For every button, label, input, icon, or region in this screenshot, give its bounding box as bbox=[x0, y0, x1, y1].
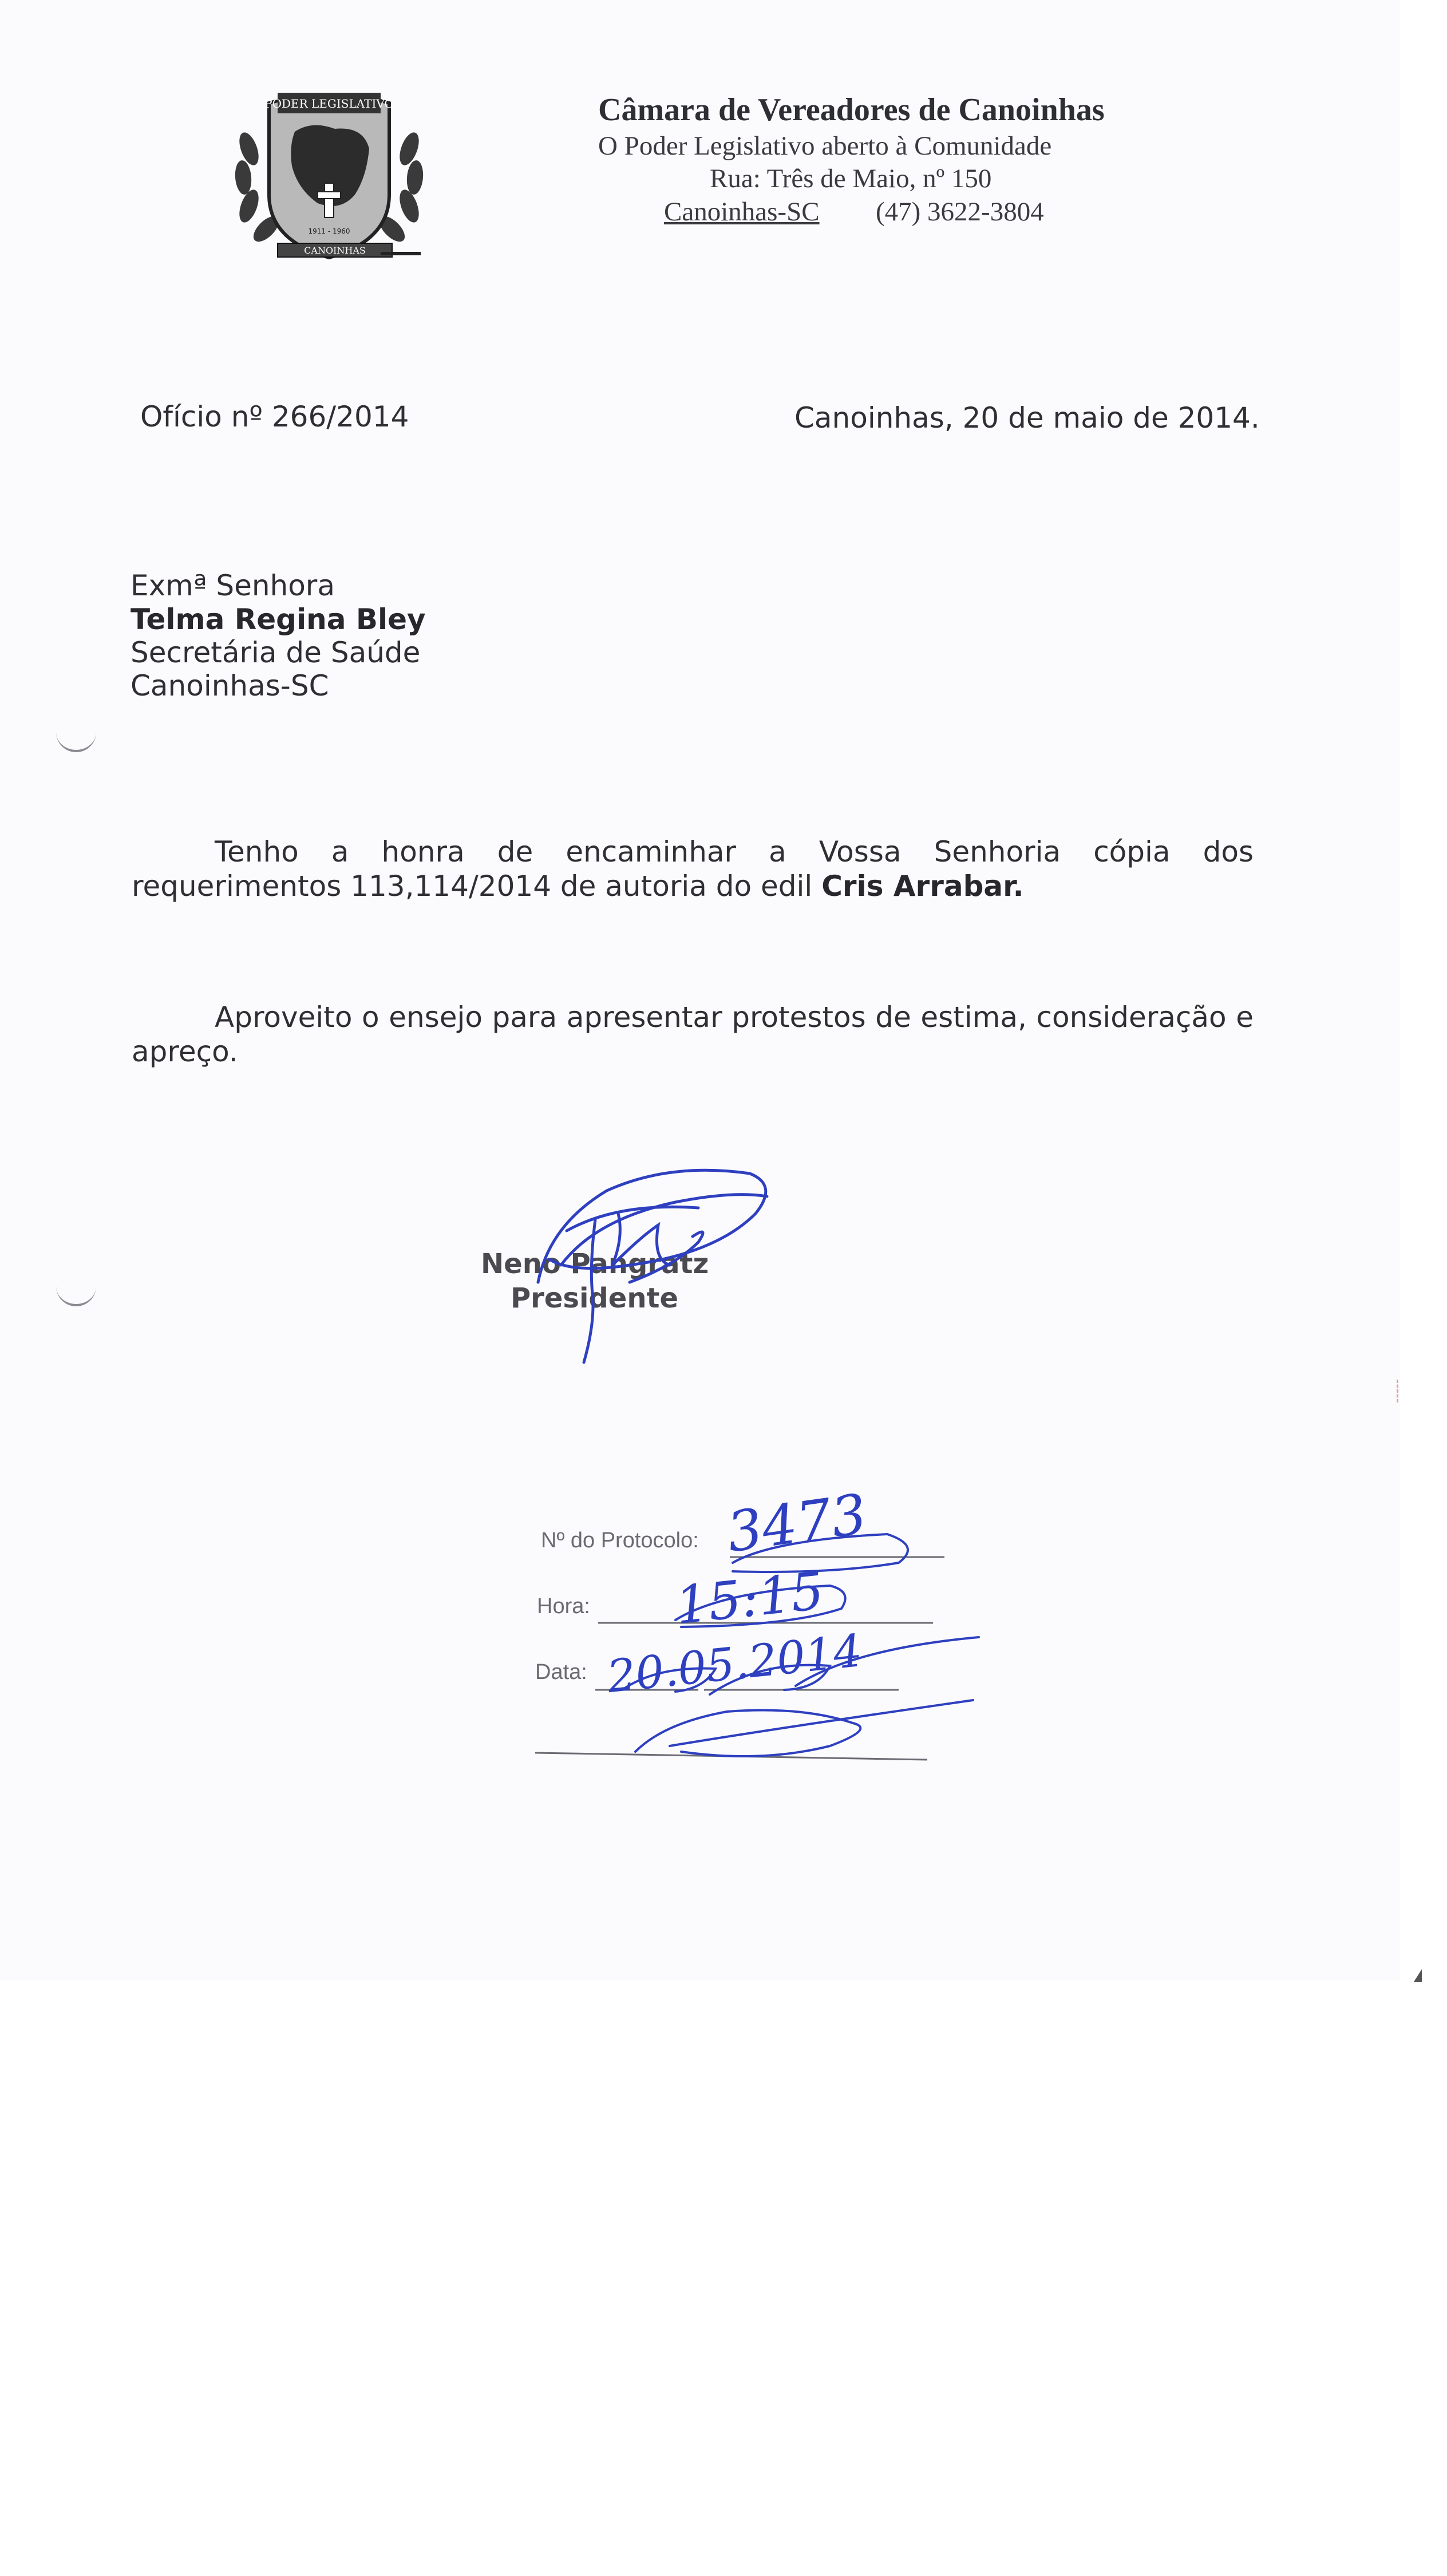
protocol-date-label: Data: bbox=[535, 1660, 587, 1684]
institution-phone: (47) 3622-3804 bbox=[876, 197, 1044, 227]
paragraph-1-author: Cris Arrabar. bbox=[821, 870, 1024, 903]
protocol-number-label: Nº do Protocolo: bbox=[541, 1528, 699, 1552]
recipient-city: Canoinhas-SC bbox=[131, 669, 329, 702]
scan-corner-mark bbox=[1414, 1969, 1422, 1982]
protocol-hour-value: 15:15 bbox=[673, 1560, 827, 1637]
institution-name: Câmara de Vereadores de Canoinhas bbox=[598, 92, 1105, 128]
logo-bottom-text: CANOINHAS bbox=[304, 245, 366, 256]
coat-of-arms-logo bbox=[226, 80, 432, 263]
institution-address: Rua: Três de Maio, nº 150 bbox=[710, 164, 992, 193]
recipient-salutation: Exmª Senhora bbox=[131, 569, 335, 602]
body-paragraph-2 bbox=[132, 1000, 1254, 1069]
paragraph-2-text: Aproveito o ensejo para apresentar protestos de estima, consideração e apreço. bbox=[132, 1001, 1254, 1068]
logo-year-text: 1911 - 1960 bbox=[308, 227, 350, 235]
handwritten-signature bbox=[527, 1151, 801, 1382]
recipient-role: Secretária de Saúde bbox=[131, 636, 421, 669]
protocol-date-value: 20.05.2014 bbox=[604, 1625, 865, 1704]
institution-slogan: O Poder Legislativo aberto à Comunidade bbox=[598, 131, 1052, 161]
signatory-name: Neno Pangratz bbox=[481, 1248, 709, 1280]
scan-edge-mark bbox=[1397, 1380, 1409, 1402]
body-paragraph-1 bbox=[132, 835, 1254, 903]
letter-reference: Ofício nº 266/2014 bbox=[140, 400, 409, 433]
protocol-number-value: 3473 bbox=[723, 1481, 871, 1565]
protocol-hour-label: Hora: bbox=[537, 1594, 590, 1618]
recipient-name: Telma Regina Bley bbox=[131, 603, 426, 636]
institution-city: Canoinhas-SC bbox=[664, 197, 820, 227]
paragraph-1-text: Tenho a honra de encaminhar a Vossa Senhoria cópia dos requerimentos 113,114/2014 de autoria do edil bbox=[132, 835, 1254, 903]
logo-top-text: PODER LEGISLATIVO bbox=[264, 97, 394, 110]
signatory-role: Presidente bbox=[511, 1282, 679, 1314]
place-and-date: Canoinhas, 20 de maio de 2014. bbox=[794, 401, 1260, 434]
